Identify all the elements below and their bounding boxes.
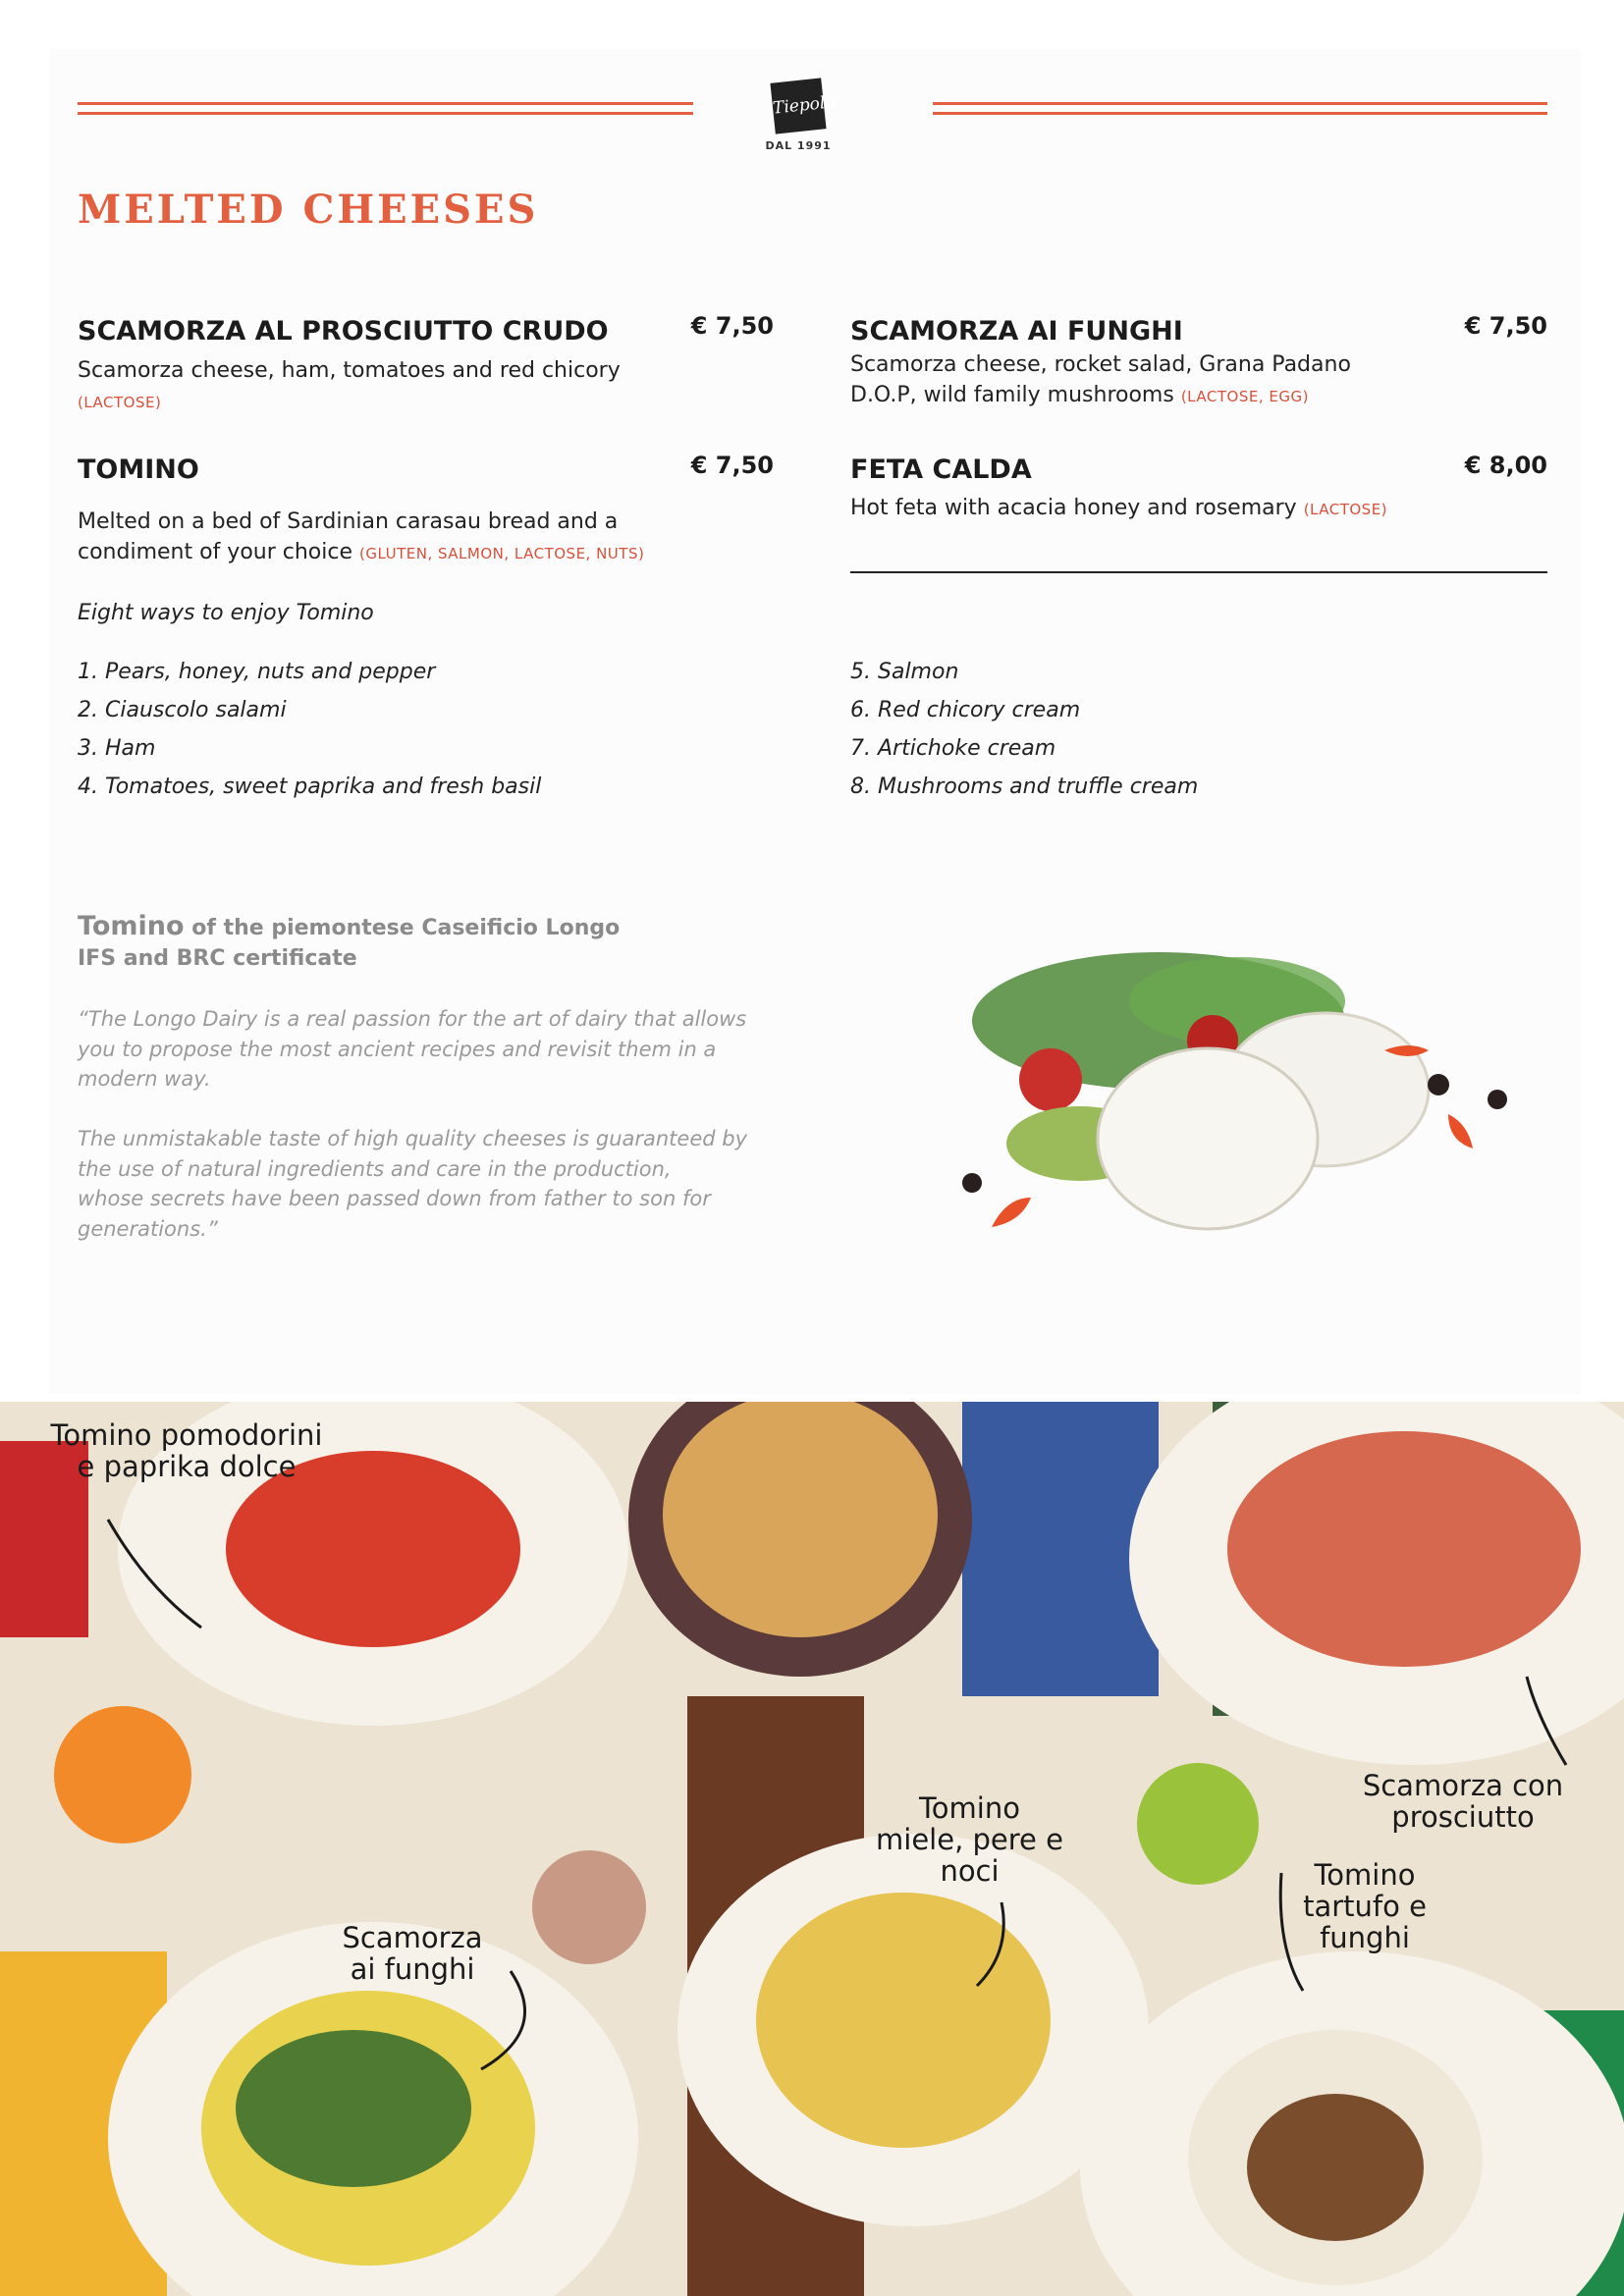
- logo-mark: Tiepolo: [770, 78, 826, 133]
- quote-line: “The Longo Dairy is a real passion for the art of dairy that allows: [78, 1007, 747, 1031]
- header-line-left-bottom: [78, 112, 693, 115]
- desc-line1: Scamorza cheese, rocket salad, Grana Padano: [850, 352, 1351, 377]
- caption-line: noci: [940, 1854, 1000, 1888]
- caption-line: tartufo e: [1303, 1890, 1427, 1923]
- ways-list-right: [850, 653, 1538, 806]
- list-item: [850, 653, 1538, 691]
- producer-quote-1: [78, 1004, 804, 1095]
- header-line-left-top: [78, 102, 693, 105]
- caption-tomino-pomodorini: [39, 1419, 334, 1482]
- allergen-note: (LACTOSE): [78, 394, 162, 411]
- tomato-slice: [1019, 1048, 1082, 1111]
- item-price-scamorza-prosciutto: € 7,50: [690, 312, 774, 340]
- way-number: 1.: [78, 660, 98, 684]
- section-title: MELTED CHEESES: [78, 187, 539, 233]
- way-number: 4.: [78, 774, 98, 799]
- pepper-slice: [992, 1198, 1031, 1227]
- chocolate-drink: [532, 1850, 646, 1964]
- quote-line: The unmistakable taste of high quality cheeses is guaranteed by: [78, 1127, 748, 1150]
- napkin-blue: [962, 1402, 1159, 1696]
- item-price-feta-calda: € 8,00: [1464, 452, 1547, 479]
- green-smoothie: [1137, 1763, 1259, 1885]
- item-name-scamorza-prosciutto: SCAMORZA AL PROSCIUTTO CRUDO: [78, 316, 609, 347]
- brand-logo: [754, 80, 842, 159]
- list-item: [850, 729, 1538, 768]
- item-desc-tomino: [78, 507, 785, 569]
- way-number: 2.: [78, 698, 98, 722]
- dish-prosciutto: [1227, 1431, 1581, 1667]
- caption-tomino-tartufo: [1276, 1859, 1453, 1953]
- producer-title-line2: IFS and BRC certificate: [78, 946, 357, 971]
- item-name-tomino: TOMINO: [78, 454, 199, 485]
- dishes-photo-art: [0, 1402, 1624, 2296]
- producer-title: [78, 911, 785, 974]
- desc-text: Hot feta with acacia honey and rosemary: [850, 496, 1297, 520]
- way-text: Mushrooms and truffle cream: [878, 774, 1199, 799]
- cheese-illustration: [913, 933, 1522, 1296]
- section-divider: [850, 571, 1547, 573]
- list-item: [78, 729, 765, 768]
- way-text: Artichoke cream: [878, 736, 1056, 761]
- olive: [1488, 1090, 1507, 1109]
- mushrooms: [1247, 2094, 1424, 2241]
- item-desc-feta-calda: [850, 493, 1547, 525]
- item-desc-scamorza-prosciutto: [78, 355, 765, 418]
- dishes-photo: [0, 1402, 1624, 2296]
- list-item: [850, 768, 1538, 806]
- header-line-right-bottom: [933, 112, 1547, 115]
- desc-line2: condiment of your choice: [78, 540, 353, 564]
- list-item: [78, 653, 765, 691]
- quote-line: whose secrets have been passed down from father to son for: [78, 1187, 711, 1210]
- way-number: 5.: [850, 660, 871, 684]
- way-text: Pears, honey, nuts and pepper: [105, 660, 436, 684]
- way-number: 3.: [78, 736, 98, 761]
- caption-line: Tomino: [919, 1791, 1020, 1825]
- item-price-scamorza-funghi: € 7,50: [1464, 312, 1547, 340]
- caption-line: Scamorza: [342, 1921, 483, 1954]
- way-number: 6.: [850, 698, 871, 722]
- quote-line: modern way.: [78, 1067, 211, 1091]
- desc-line2: D.O.P, wild family mushrooms: [850, 383, 1174, 407]
- rocket-salad: [236, 2030, 471, 2187]
- producer-title-rest: of the piemontese Caseificio Longo: [191, 916, 621, 940]
- desc-text: Scamorza cheese, ham, tomatoes and red chicory: [78, 358, 621, 383]
- ways-list-left: [78, 653, 765, 806]
- way-text: Salmon: [878, 660, 959, 684]
- way-number: 8.: [850, 774, 871, 799]
- way-number: 7.: [850, 736, 871, 761]
- list-item: [78, 768, 765, 806]
- quote-line: the use of natural ingredients and care in the production,: [78, 1156, 672, 1181]
- ways-title: Eight ways to enjoy Tomino: [78, 601, 374, 625]
- allergen-note: (LACTOSE): [1303, 501, 1388, 518]
- item-price-tomino: € 7,50: [690, 452, 774, 479]
- item-desc-scamorza-funghi: [850, 349, 1547, 412]
- way-text: Red chicory cream: [878, 698, 1081, 722]
- item-name-feta-calda: FETA CALDA: [850, 454, 1032, 485]
- olive: [1428, 1074, 1449, 1095]
- allergen-note: (LACTOSE, EGG): [1180, 388, 1309, 405]
- producer-title-big: Tomino: [78, 911, 185, 941]
- pepper-slice: [1448, 1114, 1473, 1148]
- caption-line: Tomino pomodorini: [50, 1418, 323, 1452]
- item-name-scamorza-funghi: SCAMORZA AI FUNGHI: [850, 316, 1183, 347]
- caption-line: miele, pere e: [876, 1823, 1063, 1856]
- olive: [962, 1173, 982, 1193]
- caption-line: ai funghi: [350, 1952, 475, 1986]
- quote-line: generations.”: [78, 1216, 218, 1241]
- caption-line: Tomino: [1314, 1858, 1416, 1892]
- caption-line: Scamorza con: [1362, 1769, 1564, 1802]
- quote-line: you to propose the most ancient recipes and revisit them in a: [78, 1037, 717, 1061]
- bread: [663, 1402, 938, 1637]
- caption-line: e paprika dolce: [77, 1450, 297, 1483]
- orange-juice: [54, 1706, 191, 1843]
- caption-line: prosciutto: [1391, 1800, 1535, 1834]
- header-line-right-top: [933, 102, 1547, 105]
- cheese-round-front: [1098, 1048, 1318, 1229]
- list-item: [850, 691, 1538, 729]
- caption-scamorza-funghi: [324, 1922, 501, 1985]
- producer-quote-2: [78, 1124, 804, 1244]
- allergen-note: (GLUTEN, SALMON, LACTOSE, NUTS): [359, 545, 645, 562]
- caption-tomino-miele: [864, 1792, 1075, 1887]
- caption-line: funghi: [1320, 1921, 1410, 1954]
- list-item: [78, 691, 765, 729]
- way-text: Ciauscolo salami: [105, 698, 287, 722]
- way-text: Tomatoes, sweet paprika and fresh basil: [105, 774, 542, 799]
- logo-tagline: DAL 1991: [765, 139, 832, 152]
- desc-line1: Melted on a bed of Sardinian carasau bread and a: [78, 509, 619, 534]
- dish-pears: [756, 1893, 1051, 2148]
- way-text: Ham: [105, 736, 156, 761]
- caption-scamorza-prosciutto: [1345, 1770, 1581, 1833]
